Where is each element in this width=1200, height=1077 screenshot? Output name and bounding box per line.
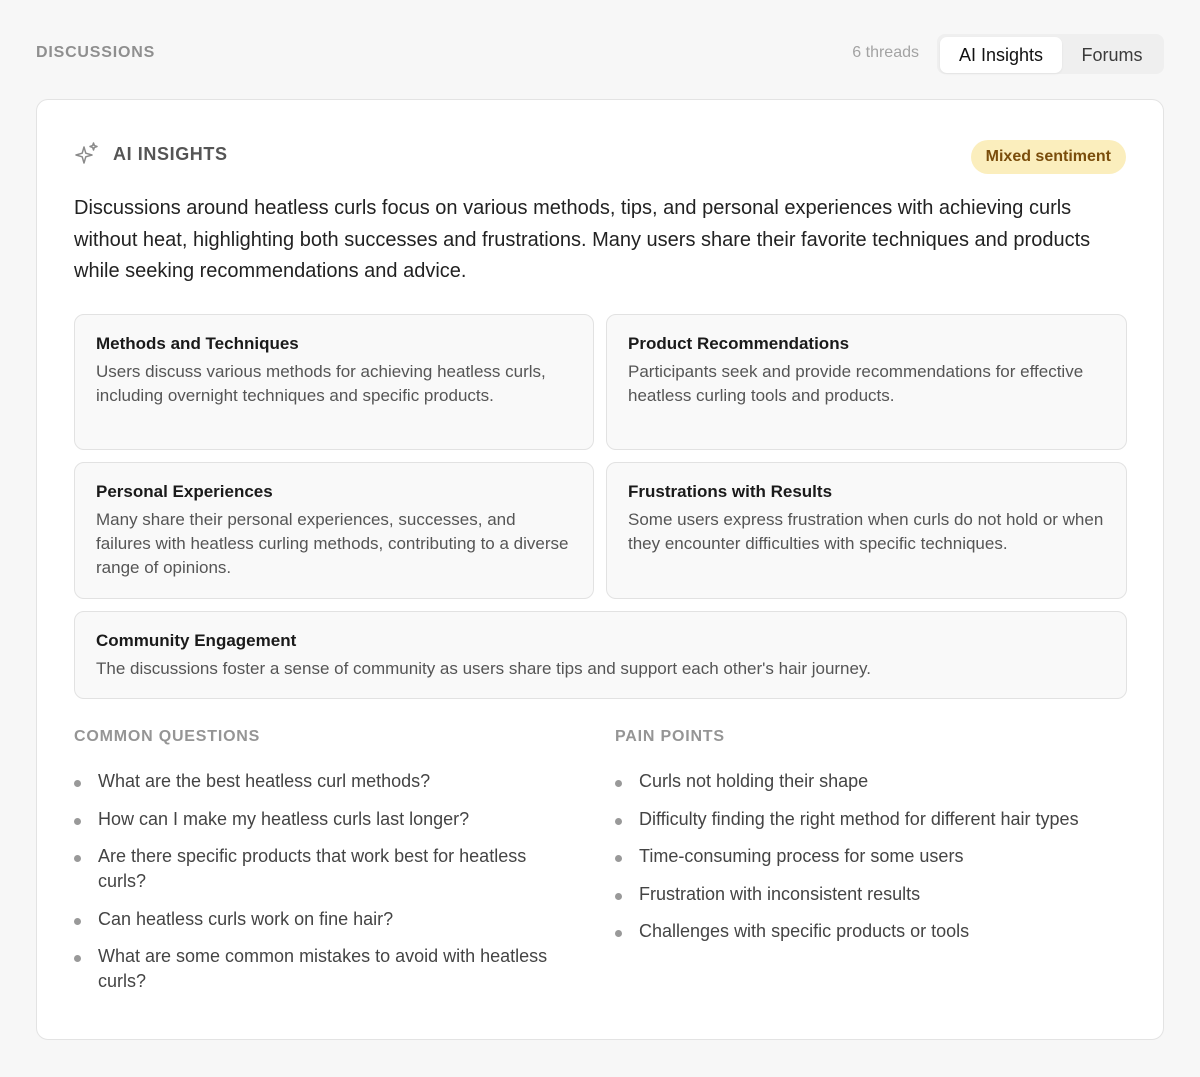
common-questions-list [74,769,564,994]
pain-point-text: Challenges with specific products or tools [639,921,970,941]
theme-card-experiences [74,462,594,599]
card-header [74,140,1126,174]
theme-description: Users discuss various methods for achieving heatless curls, including overnight techniques and specific products. [96,362,546,405]
question-text: Can heatless curls work on fine hair? [98,908,394,929]
bullet-icon [615,893,622,900]
list-item [74,807,564,832]
theme-description: Many share their personal experiences, successes, and failures with heatless curling methods, contributing to a diverse range of opinions. [96,510,569,577]
common-questions-heading: COMMON QUESTIONS [74,728,261,745]
thread-count: 6 threads [852,44,919,61]
theme-card-community [74,611,1127,699]
sentiment-badge: Mixed sentiment [971,140,1126,174]
list-item [74,944,564,994]
pain-points-heading: PAIN POINTS [615,728,725,745]
list-item [74,769,564,794]
pain-point-text: Difficulty finding the right method for different hair types [639,808,1079,829]
bullet-icon [615,855,622,862]
bullet-icon [615,818,622,825]
pain-points-section [615,727,1125,957]
theme-title: Frustrations with Results [628,482,833,501]
theme-title: Community Engagement [96,631,297,650]
theme-card-methods [74,314,594,450]
pain-point-text: Frustration with inconsistent results [639,883,921,904]
bullet-icon [74,818,81,825]
list-item [615,769,1125,794]
insights-summary: Discussions around heatless curls focus on various methods, tips, and personal experiences with achieving curls without heat, highlighting both successes and frustrations. Many users share their favorite techniques and products while seeking recommendations and advice. [74,197,1091,282]
theme-title: Personal Experiences [96,482,273,501]
ai-insights-card [36,99,1164,1040]
theme-description: Participants seek and provide recommendations for effective heatless curling tools and products. [628,362,1084,405]
question-text: What are the best heatless curl methods? [98,771,431,791]
bullet-icon [74,918,81,925]
list-item [74,844,564,894]
pain-point-text: Time-consuming process for some users [639,846,964,866]
pain-points-list [615,769,1125,944]
card-title: AI INSIGHTS [113,144,228,164]
theme-description: The discussions foster a sense of community as users share tips and support each other's hair journey. [96,659,871,678]
tab-ai-insights[interactable]: AI Insights [940,37,1062,73]
list-item [74,907,564,932]
theme-description: Some users express frustration when curls do not hold or when they encounter difficulties with specific techniques. [628,510,1104,553]
bullet-icon [615,780,622,787]
question-text: What are some common mistakes to avoid with heatless curls? [98,946,548,991]
list-item [615,919,1125,944]
bullet-icon [615,930,622,937]
sparkle-icon [74,141,100,167]
theme-card-products [606,314,1127,450]
theme-card-frustrations [606,462,1127,599]
question-text: How can I make my heatless curls last longer? [98,808,470,829]
discussions-header [36,34,1164,74]
question-text: Are there specific products that work best for heatless curls? [98,846,527,891]
pain-point-text: Curls not holding their shape [639,771,869,791]
theme-title: Product Recommendations [628,334,850,353]
tab-forums[interactable]: Forums [1081,45,1143,65]
list-item [615,882,1125,907]
bullet-icon [74,955,81,962]
view-tabs [937,34,1164,74]
bullet-icon [74,855,81,862]
section-label: DISCUSSIONS [36,44,156,61]
list-item [615,807,1125,832]
theme-title: Methods and Techniques [96,334,299,353]
list-item [615,844,1125,869]
bullet-icon [74,780,81,787]
common-questions-section [74,727,564,1007]
